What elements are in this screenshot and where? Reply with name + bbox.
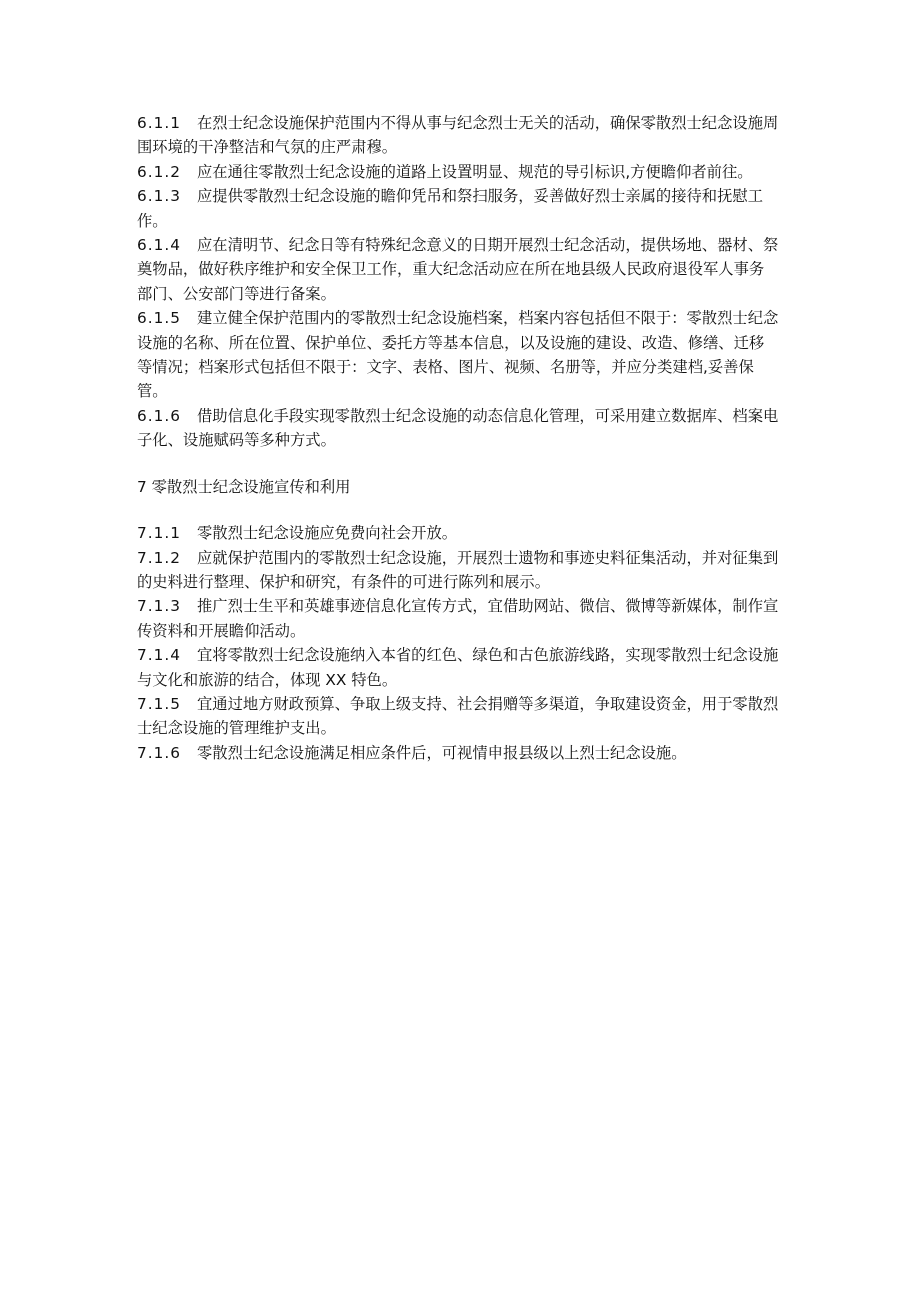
clause-line [137,282,817,306]
document-page [137,111,817,765]
clause-line [137,111,817,135]
clause-number: 6.1.6 [137,406,181,425]
clause-text: 设施的名称、所在位置、保护单位、委托方等基本信息，以及设施的建设、改造、修缮、迁移 [137,333,765,352]
clause-text: 借助信息化手段实现零散烈士纪念设施的动态信息化管理，可采用建立数据库、档案电 [197,406,779,425]
clause-line [137,643,817,667]
clause-line [137,570,817,594]
clause-line [137,716,817,740]
clause-number: 6.1.4 [137,236,181,255]
clause-line [137,741,817,765]
clause-text: 与文化和旅游的结合，体现 XX 特色。 [137,670,398,689]
clause-7-1-5 [137,692,817,741]
clause-number: 6.1.3 [137,187,181,206]
clause-line [137,331,817,355]
clause-text: 在烈士纪念设施保护范围内不得从事与纪念烈士无关的活动，确保零散烈士纪念设施周 [197,114,779,132]
clause-6-1-6 [137,404,817,453]
clause-line [137,619,817,643]
clause-text: 子化、设施赋码等多种方式。 [137,431,336,450]
clause-text: 作。 [137,211,168,230]
clause-number: 7.1.5 [137,694,181,713]
clause-line [137,428,817,452]
clause-line [137,668,817,692]
clause-number: 7.1.6 [137,743,181,762]
clause-line [137,692,817,716]
clause-number: 7.1.4 [137,646,181,665]
clause-line [137,160,817,184]
clause-text: 等情况；档案形式包括但不限于：文字、表格、图片、视频、名册等，并应分类建档,妥善保 [137,358,754,377]
clause-text: 应在清明节、纪念日等有特殊纪念意义的日期开展烈士纪念活动，提供场地、器材、祭 [197,236,779,255]
clause-line [137,135,817,159]
clause-text: 零散烈士纪念设施应免费向社会开放。 [197,524,458,543]
clause-number: 6.1.5 [137,309,181,328]
clause-7-1-2 [137,546,817,595]
section-7-heading: 7 零散烈士纪念设施宣传和利用 [137,477,351,496]
clause-text: 应提供零散烈士纪念设施的瞻仰凭吊和祭扫服务，妥善做好烈士亲属的接待和抚慰工 [197,187,763,206]
clause-text: 宜将零散烈士纪念设施纳入本省的红色、绿色和古色旅游线路，实现零散烈士纪念设施 [197,646,779,665]
clause-line [137,379,817,403]
clause-7-1-3 [137,594,817,643]
clause-text: 传资料和开展瞻仰活动。 [137,621,306,640]
clause-text: 部门、公安部门等进行备案。 [137,284,336,303]
clause-number: 7.1.2 [137,548,181,567]
clause-text: 管。 [137,382,168,401]
clause-6-1-3 [137,184,817,233]
clause-line [137,257,817,281]
clause-number: 6.1.1 [137,114,181,132]
clause-text: 的史料进行整理、保护和研究，有条件的可进行陈列和展示。 [137,572,551,591]
clause-text: 应就保护范围内的零散烈士纪念设施，开展烈士遗物和事迹史料征集活动，并对征集到 [197,548,779,567]
clause-text: 应在通往零散烈士纪念设施的道路上设置明显、规范的导引标识,方便瞻仰者前往。 [197,162,753,181]
clause-text: 士纪念设施的管理维护支出。 [137,719,336,738]
clause-7-1-4 [137,643,817,692]
clause-text: 宜通过地方财政预算、争取上级支持、社会捐赠等多渠道，争取建设资金，用于零散烈 [197,694,779,713]
clause-line [137,355,817,379]
clause-line [137,306,817,330]
clause-text: 零散烈士纪念设施满足相应条件后，可视情申报县级以上烈士纪念设施。 [197,743,687,762]
clause-line [137,209,817,233]
clause-6-1-2 [137,160,817,184]
clause-line [137,521,817,545]
clause-7-1-6 [137,741,817,765]
section-7 [137,521,817,765]
clause-6-1-4 [137,233,817,306]
clause-line [137,404,817,428]
clause-number: 7.1.1 [137,524,181,543]
clause-line [137,546,817,570]
clause-text: 围环境的干净整洁和气氛的庄严肃穆。 [137,138,398,157]
clause-number: 7.1.3 [137,597,181,616]
clause-6-1-1 [137,111,817,160]
clause-line [137,184,817,208]
section-6 [137,111,817,453]
clause-number: 6.1.2 [137,162,181,181]
clause-text: 建立健全保护范围内的零散烈士纪念设施档案，档案内容包括但不限于：零散烈士纪念 [197,309,779,328]
clause-7-1-1 [137,521,817,545]
clause-text: 奠物品，做好秩序维护和安全保卫工作，重大纪念活动应在所在地县级人民政府退役军人事务 [137,260,765,279]
clause-line [137,233,817,257]
clause-6-1-5 [137,306,817,404]
clause-text: 推广烈士生平和英雄事迹信息化宣传方式，宜借助网站、微信、微博等新媒体，制作宣 [197,597,779,616]
clause-line [137,594,817,618]
